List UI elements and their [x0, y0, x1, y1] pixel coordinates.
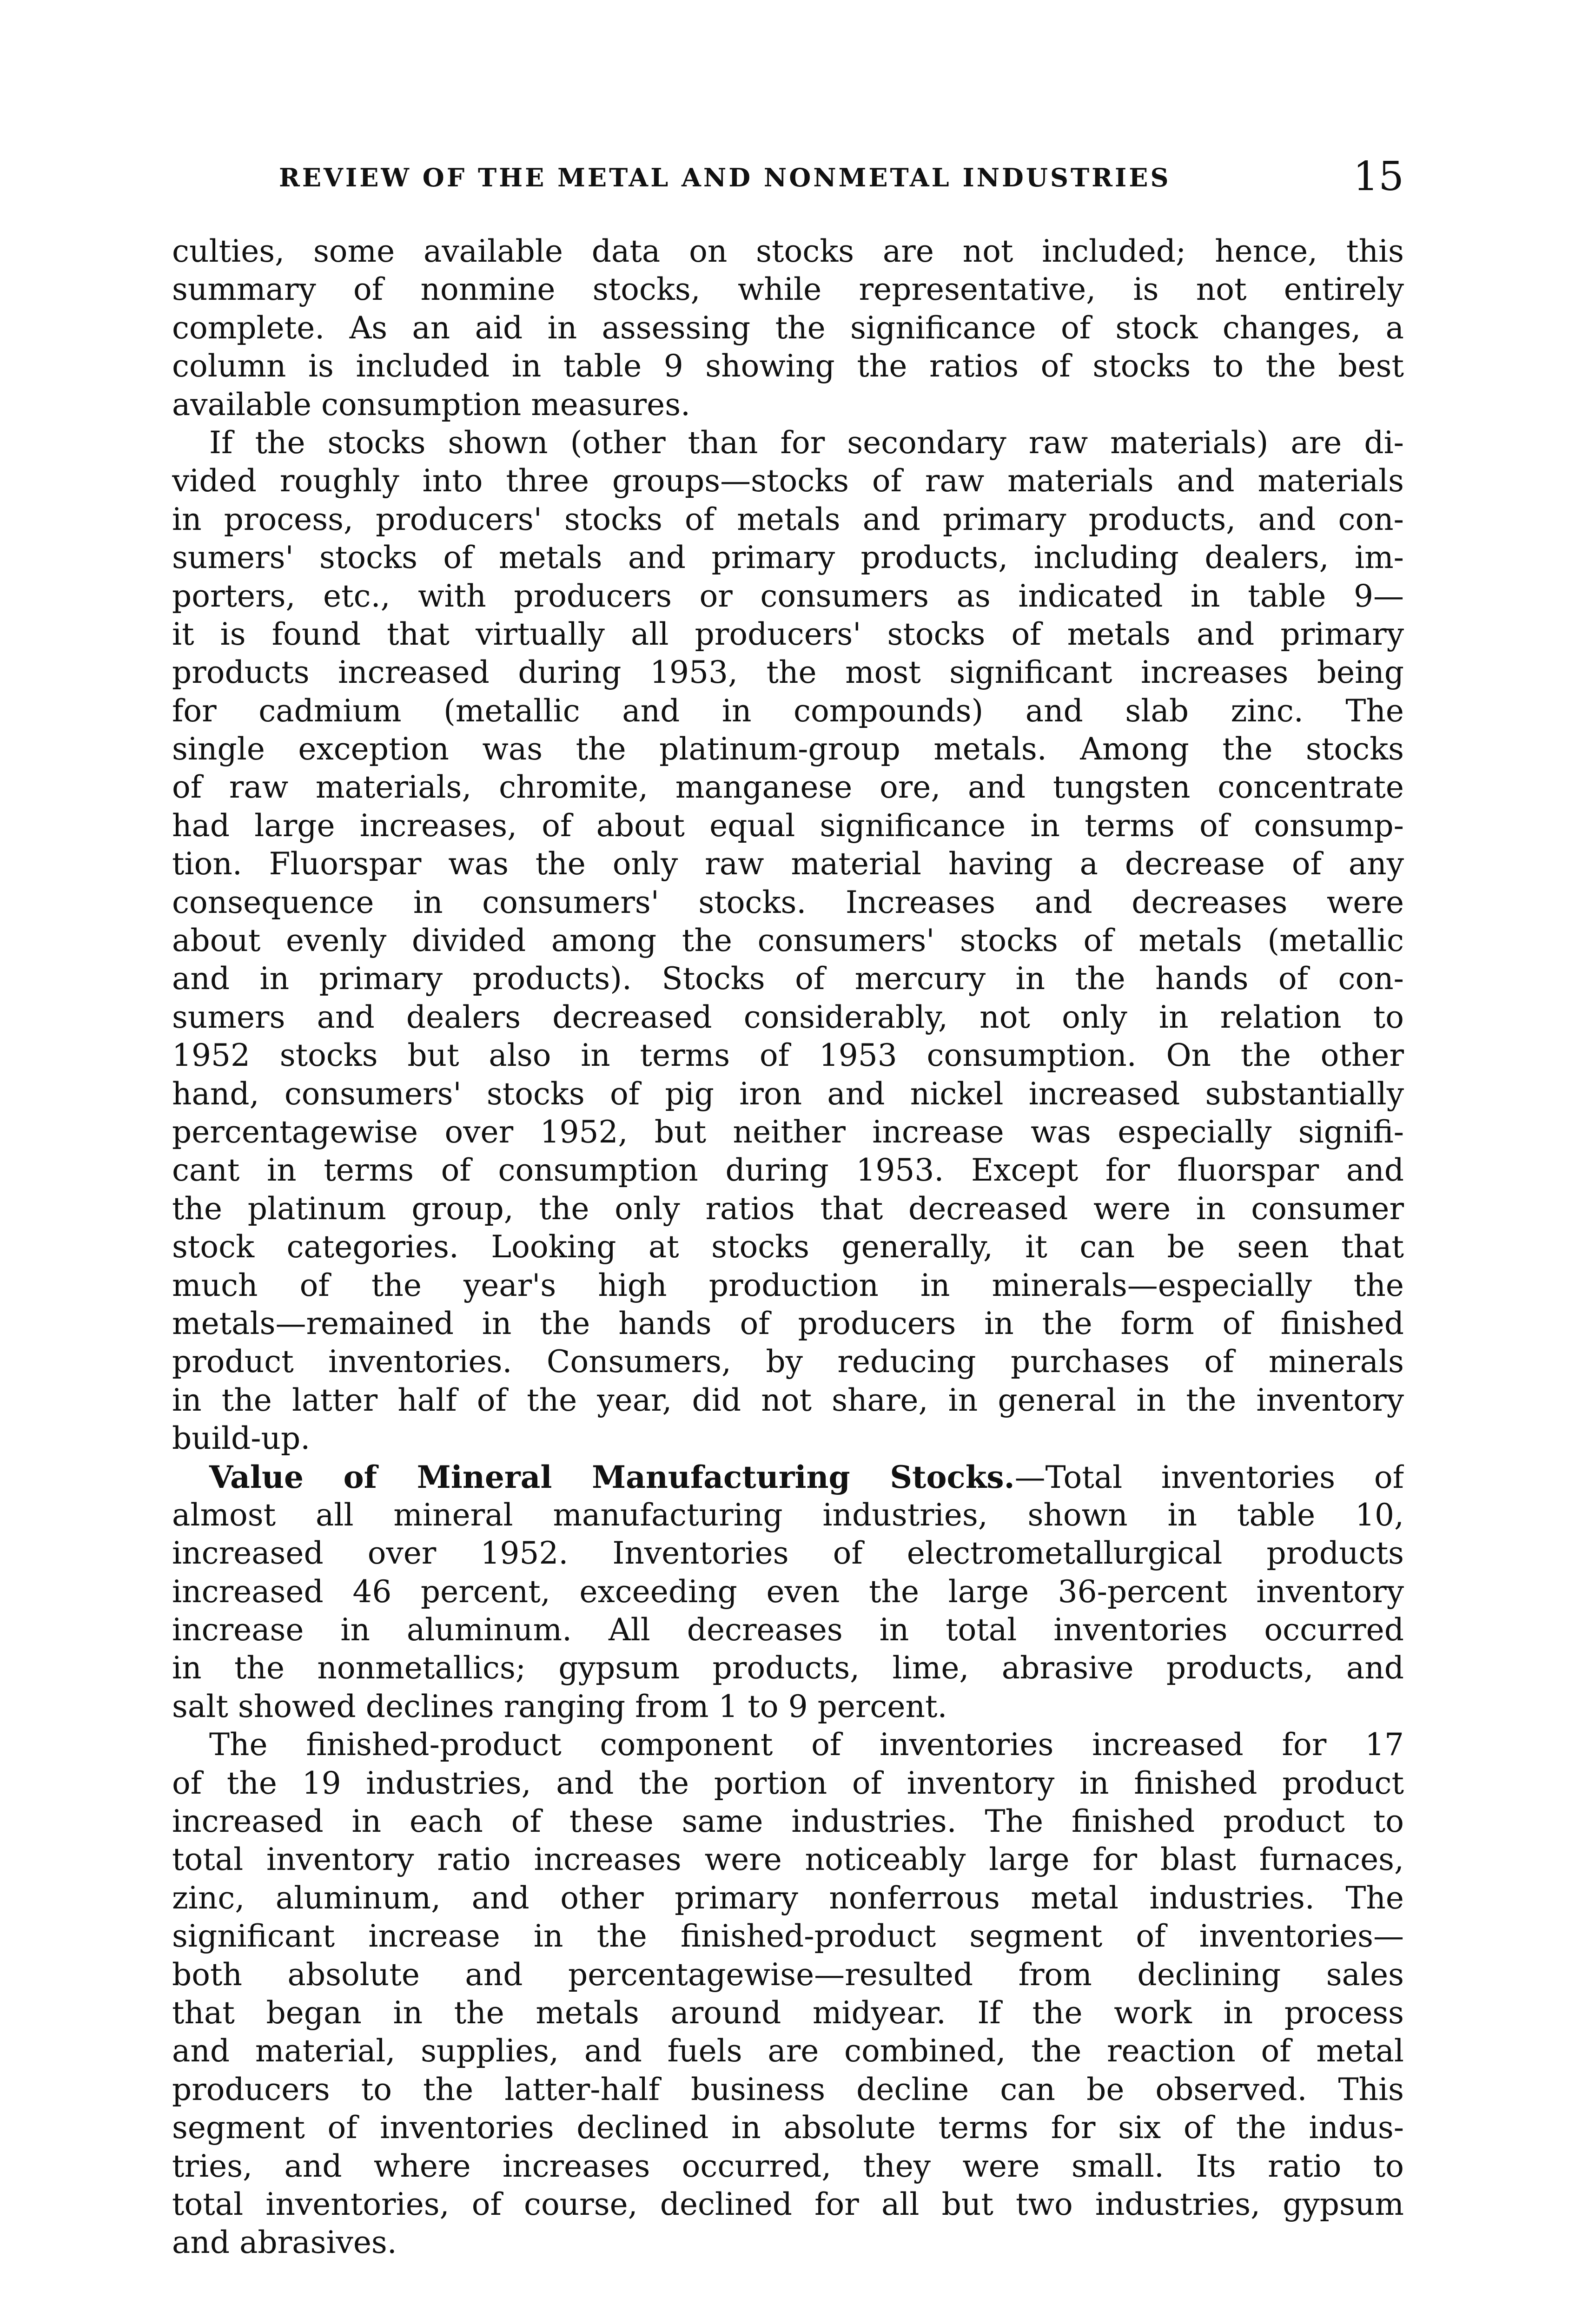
line-text: for cadmium (metallic and in compounds) and slab zinc. The: [172, 693, 1404, 729]
line-text: increased 46 percent, exceeding even the large 36-percent inventory: [172, 1573, 1404, 1610]
line-text: product inventories. Consumers, by reducing purchases of minerals: [172, 1344, 1404, 1380]
line-text: increased over 1952. Inventories of electrometallurgical products: [172, 1535, 1404, 1571]
line-text: complete. As an aid in assessing the significance of stock changes, a: [172, 310, 1404, 346]
line-text: tries, and where increases occurred, they were small. Its ratio to: [172, 2148, 1404, 2184]
text-line: [172, 1190, 1404, 1228]
text-line: [172, 1343, 1404, 1381]
line-text: and material, supplies, and fuels are combined, the reaction of metal: [172, 2033, 1404, 2069]
text-line: [172, 2224, 1404, 2262]
line-text: about evenly divided among the consumers' stocks of metals (metallic: [172, 923, 1404, 959]
running-head: [172, 153, 1404, 205]
line-text: and in primary products). Stocks of mercury in the hands of con-: [172, 961, 1404, 997]
text-line: [172, 1151, 1404, 1189]
line-text: culties, some available data on stocks are not included; hence, this: [172, 233, 1404, 269]
text-line: [172, 1573, 1404, 1611]
paragraph: [172, 1726, 1404, 2262]
line-text: increase in aluminum. All decreases in total inventories occurred: [172, 1612, 1404, 1648]
text-line: [172, 654, 1404, 692]
line-text: zinc, aluminum, and other primary nonferrous metal industries. The: [172, 1880, 1404, 1916]
paragraph: [172, 232, 1404, 424]
text-line: [172, 1649, 1404, 1687]
text-line: [172, 577, 1404, 615]
line-text: summary of nonmine stocks, while representative, is not entirely: [172, 271, 1404, 308]
running-head-title: REVIEW OF THE METAL AND NONMETAL INDUSTRIES: [279, 163, 1171, 192]
text-line: [172, 1496, 1404, 1534]
line-text: producers to the latter-half business decline can be observed. This: [172, 2071, 1404, 2107]
text-line: [172, 386, 1404, 424]
line-text: porters, etc., with producers or consumers as indicated in table 9—: [172, 578, 1404, 614]
line-text: both absolute and percentagewise—resulted from declining sales: [172, 1956, 1404, 1993]
text-line: [172, 1764, 1404, 1802]
text-line: [172, 845, 1404, 883]
line-text: If the stocks shown (other than for secondary raw materials) are di-: [209, 424, 1404, 461]
text-line: [172, 730, 1404, 768]
text-line: [172, 1305, 1404, 1343]
text-line: [172, 884, 1404, 922]
text-line: [172, 1458, 1404, 1496]
line-text: in process, producers' stocks of metals and primary products, and con-: [172, 501, 1404, 537]
line-text: segment of inventories declined in absolute terms for six of the indus-: [172, 2110, 1404, 2146]
text-line: [172, 1841, 1404, 1879]
text-line: [172, 232, 1404, 271]
text-line: [172, 501, 1404, 539]
line-text: and abrasives.: [172, 2225, 397, 2261]
text-line: [172, 462, 1404, 500]
paragraph: [172, 1458, 1404, 1726]
text-line: [172, 1956, 1404, 1994]
text-line: [172, 960, 1404, 998]
line-text: much of the year's high production in minerals—especially the: [172, 1267, 1404, 1303]
line-text: —Total inventories of: [1014, 1459, 1404, 1495]
line-text: products increased during 1953, the most significant increases being: [172, 654, 1404, 691]
text-line: [172, 2032, 1404, 2070]
line-text: that began in the metals around midyear. If the work in process: [172, 1994, 1404, 2031]
text-line: [172, 271, 1404, 309]
text-line: [172, 1802, 1404, 1841]
line-text: it is found that virtually all producers' stocks of metals and primary: [172, 616, 1404, 652]
text-line: [172, 1075, 1404, 1113]
text-line: [172, 2109, 1404, 2147]
line-text: of the 19 industries, and the portion of inventory in finished product: [172, 1765, 1404, 1801]
line-text: single exception was the platinum-group metals. Among the stocks: [172, 731, 1404, 767]
line-text: vided roughly into three groups—stocks of raw materials and materials: [172, 463, 1404, 499]
line-text: column is included in table 9 showing the ratios of stocks to the best: [172, 348, 1404, 384]
text-line: [172, 309, 1404, 347]
paragraph: [172, 424, 1404, 1458]
text-line: [172, 1726, 1404, 1764]
text-line: [172, 1419, 1404, 1458]
text-line: [172, 768, 1404, 806]
line-text: sumers and dealers decreased considerably, not only in relation to: [172, 999, 1404, 1035]
line-text: build-up.: [172, 1420, 311, 1457]
line-text: in the nonmetallics; gypsum products, lime, abrasive products, and: [172, 1650, 1404, 1686]
line-text: sumers' stocks of metals and primary products, including dealers, im-: [172, 540, 1404, 576]
text-line: [172, 347, 1404, 385]
text-line: [172, 1267, 1404, 1305]
line-text: significant increase in the finished-product segment of inventories—: [172, 1918, 1404, 1954]
body-text: [172, 232, 1404, 2262]
text-line: [172, 424, 1404, 462]
line-text: cant in terms of consumption during 1953. Except for fluorspar and: [172, 1152, 1404, 1188]
line-text: stock categories. Looking at stocks generally, it can be seen that: [172, 1229, 1404, 1265]
text-line: [172, 2185, 1404, 2224]
line-text: total inventory ratio increases were noticeably large for blast furnaces,: [172, 1842, 1404, 1878]
line-text: metals—remained in the hands of producers in the form of finished: [172, 1305, 1404, 1341]
line-text: total inventories, of course, declined for all but two industries, gypsum: [172, 2186, 1404, 2222]
line-text: increased in each of these same industries. The finished product to: [172, 1803, 1404, 1840]
line-text: salt showed declines ranging from 1 to 9 percent.: [172, 1688, 947, 1724]
text-line: [172, 1879, 1404, 1917]
line-text: hand, consumers' stocks of pig iron and nickel increased substantially: [172, 1076, 1404, 1112]
text-line: [172, 1917, 1404, 1955]
text-line: [172, 1688, 1404, 1726]
text-line: [172, 615, 1404, 654]
line-text: consequence in consumers' stocks. Increases and decreases were: [172, 884, 1404, 920]
text-line: [172, 998, 1404, 1037]
line-text: 1952 stocks but also in terms of 1953 consumption. On the other: [172, 1037, 1404, 1074]
line-text: the platinum group, the only ratios that decreased were in consumer: [172, 1190, 1404, 1227]
text-line: [172, 539, 1404, 577]
text-line: [172, 1381, 1404, 1419]
text-line: [172, 1994, 1404, 2032]
text-line: [172, 807, 1404, 845]
text-line: [172, 2147, 1404, 2185]
text-line: [172, 922, 1404, 960]
text-line: [172, 1113, 1404, 1151]
line-text: almost all mineral manufacturing industries, shown in table 10,: [172, 1497, 1404, 1533]
text-line: [172, 1228, 1404, 1266]
text-line: [172, 2071, 1404, 2109]
text-line: [172, 1037, 1404, 1075]
line-text: percentagewise over 1952, but neither increase was especially signifi-: [172, 1114, 1404, 1150]
line-text: of raw materials, chromite, manganese ore, and tungsten concentrate: [172, 769, 1404, 805]
section-run-in-heading: Value of Mineral Manufacturing Stocks.: [209, 1459, 1015, 1495]
text-line: [172, 1534, 1404, 1572]
line-text: had large increases, of about equal significance in terms of consump-: [172, 807, 1404, 844]
line-text: The finished-product component of inventories increased for 17: [209, 1727, 1404, 1763]
line-text: in the latter half of the year, did not share, in general in the inventory: [172, 1382, 1404, 1418]
line-text: available consumption measures.: [172, 386, 691, 423]
text-line: [172, 692, 1404, 730]
line-text: tion. Fluorspar was the only raw material having a decrease of any: [172, 846, 1404, 882]
page-number: 15: [1353, 153, 1404, 200]
text-line: [172, 1611, 1404, 1649]
